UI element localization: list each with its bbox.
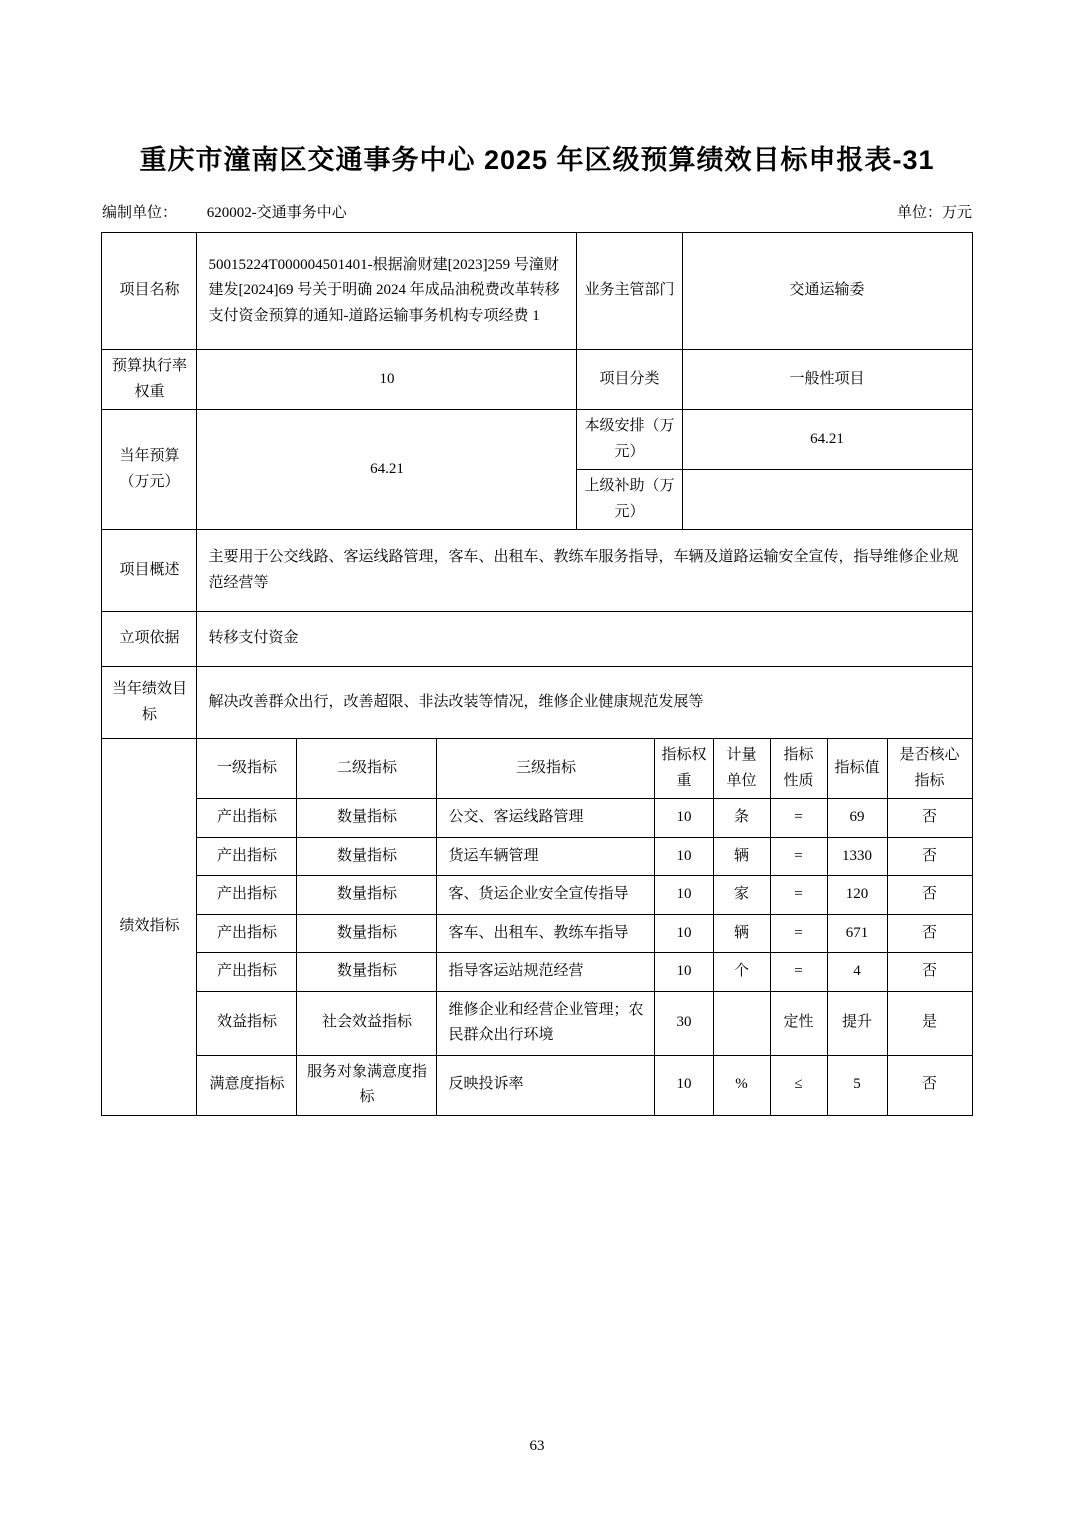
indicator-cell: 10	[655, 799, 713, 838]
indicator-cell: ≤	[770, 1055, 827, 1115]
indicator-cell: =	[770, 953, 827, 992]
superior-subsidy-label-cell: 上级补助（万元）	[577, 470, 682, 530]
indicator-row	[102, 876, 972, 915]
indicator-cell: 家	[713, 876, 770, 915]
indicator-cell: 货运车辆管理	[437, 837, 655, 876]
indicator-cell: 否	[887, 953, 972, 992]
indicator-cell: 产出指标	[197, 914, 297, 953]
compiling-unit-label: 编制单位：	[102, 205, 178, 221]
indicators-label-cell: 绩效指标	[102, 739, 197, 1116]
exec-weight-label-cell: 预算执行率权重	[102, 350, 197, 410]
goal-label-cell: 当年绩效目标	[102, 667, 197, 739]
category-label-cell: 项目分类	[577, 350, 682, 410]
indicator-cell: 条	[713, 799, 770, 838]
indicator-cell: 辆	[713, 914, 770, 953]
indicator-cell: 10	[655, 953, 713, 992]
indicator-cell: 效益指标	[197, 991, 297, 1055]
overview-value-cell: 主要用于公交线路、客运线路管理，客车、出租车、教练车服务指导，车辆及道路运输安全宣传，指导维修企业规范经营等	[197, 530, 972, 612]
category-value-cell: 一般性项目	[682, 350, 972, 410]
indicator-cell: 10	[655, 1055, 713, 1115]
compiling-unit	[102, 201, 347, 222]
table-row	[102, 612, 972, 667]
indicator-cell: 是	[887, 991, 972, 1055]
project-name-label-cell: 项目名称	[102, 233, 197, 350]
table-row	[102, 530, 972, 612]
indicator-cell: 社会效益指标	[297, 991, 437, 1055]
compiling-unit-value: 620002-交通事务中心	[206, 205, 347, 221]
indicator-header-row	[102, 739, 972, 799]
indicator-header-cell: 一级指标	[197, 739, 297, 799]
indicator-cell: 提升	[827, 991, 887, 1055]
indicator-header-cell: 指标性质	[770, 739, 827, 799]
dept-value-cell: 交通运输委	[682, 233, 972, 350]
indicator-cell: 5	[827, 1055, 887, 1115]
indicator-cell: 定性	[770, 991, 827, 1055]
indicator-row	[102, 953, 972, 992]
indicator-cell: 否	[887, 876, 972, 915]
indicator-cell: 120	[827, 876, 887, 915]
page-number: 63	[529, 1438, 545, 1454]
budget-label-cell: 当年预算（万元）	[102, 410, 197, 530]
currency-unit-label: 单位：万元	[896, 205, 972, 221]
indicator-cell: 数量指标	[297, 953, 437, 992]
dept-label-cell: 业务主管部门	[577, 233, 682, 350]
indicator-cell: 满意度指标	[197, 1055, 297, 1115]
indicator-header-cell: 三级指标	[437, 739, 655, 799]
indicator-cell: =	[770, 837, 827, 876]
basis-value-cell: 转移支付资金	[197, 612, 972, 667]
indicator-cell: 1330	[827, 837, 887, 876]
indicator-row	[102, 1055, 972, 1115]
indicator-cell: 产出指标	[197, 799, 297, 838]
indicator-header-cell: 指标值	[827, 739, 887, 799]
indicator-cell: 30	[655, 991, 713, 1055]
indicator-row	[102, 799, 972, 838]
local-arrangement-value-cell: 64.21	[682, 410, 972, 470]
indicator-cell: =	[770, 876, 827, 915]
indicator-header-cell: 计量单位	[713, 739, 770, 799]
indicator-cell: 反映投诉率	[437, 1055, 655, 1115]
table-row	[102, 233, 972, 350]
table-row	[102, 410, 972, 470]
indicator-cell: 4	[827, 953, 887, 992]
indicator-header-cell: 二级指标	[297, 739, 437, 799]
indicator-header-cell: 指标权重	[655, 739, 713, 799]
indicator-cell: 否	[887, 799, 972, 838]
indicator-cell: 10	[655, 914, 713, 953]
indicator-cell: =	[770, 799, 827, 838]
local-arrangement-label-cell: 本级安排（万元）	[577, 410, 682, 470]
indicator-cell: 服务对象满意度指标	[297, 1055, 437, 1115]
indicator-header-cell: 是否核心指标	[887, 739, 972, 799]
indicator-cell: 指导客运站规范经营	[437, 953, 655, 992]
indicator-cell: 数量指标	[297, 837, 437, 876]
budget-value-cell: 64.21	[197, 410, 577, 530]
indicator-cell: 公交、客运线路管理	[437, 799, 655, 838]
indicator-cell: 产出指标	[197, 837, 297, 876]
exec-weight-value-cell: 10	[197, 350, 577, 410]
project-name-value-cell: 50015224T000004501401-根据渝财建[2023]259 号潼财建发[2024]69 号关于明确 2024 年成品油税费改革转移支付资金预算的通知-道路运输事务机构专项经费 1	[197, 233, 577, 350]
superior-subsidy-value-cell	[682, 470, 972, 530]
indicator-cell	[713, 991, 770, 1055]
indicator-cell: 客车、出租车、教练车指导	[437, 914, 655, 953]
indicator-cell: 客、货运企业安全宣传指导	[437, 876, 655, 915]
indicator-cell: 数量指标	[297, 876, 437, 915]
table-row	[102, 667, 972, 739]
indicator-cell: 产出指标	[197, 876, 297, 915]
indicator-row	[102, 837, 972, 876]
budget-performance-table	[101, 232, 972, 1116]
indicator-cell: 数量指标	[297, 799, 437, 838]
meta-row	[102, 201, 972, 222]
indicator-cell: 671	[827, 914, 887, 953]
goal-value-cell: 解决改善群众出行，改善超限、非法改装等情况，维修企业健康规范发展等	[197, 667, 972, 739]
indicator-cell: 69	[827, 799, 887, 838]
overview-label-cell: 项目概述	[102, 530, 197, 612]
indicator-cell: 10	[655, 837, 713, 876]
indicator-cell: 产出指标	[197, 953, 297, 992]
indicator-cell: 否	[887, 837, 972, 876]
indicator-cell: 辆	[713, 837, 770, 876]
indicator-cell: 否	[887, 1055, 972, 1115]
indicator-row	[102, 991, 972, 1055]
indicator-cell: =	[770, 914, 827, 953]
indicator-cell: 维修企业和经营企业管理；农民群众出行环境	[437, 991, 655, 1055]
indicator-cell: 否	[887, 914, 972, 953]
indicator-cell: 10	[655, 876, 713, 915]
table-row	[102, 350, 972, 410]
indicator-cell: 数量指标	[297, 914, 437, 953]
indicator-cell: %	[713, 1055, 770, 1115]
page-title: 重庆市潼南区交通事务中心 2025 年区级预算绩效目标申报表-31	[139, 145, 935, 175]
basis-label-cell: 立项依据	[102, 612, 197, 667]
indicator-row	[102, 914, 972, 953]
indicator-cell: 个	[713, 953, 770, 992]
